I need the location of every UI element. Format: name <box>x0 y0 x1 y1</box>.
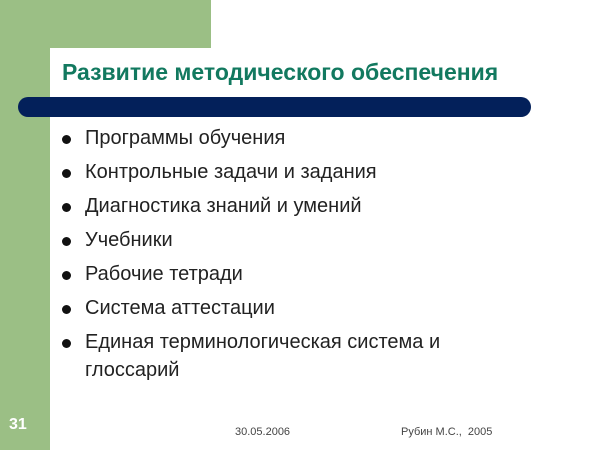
bullet-text: Система аттестации <box>85 297 275 319</box>
bullet-text: Учебники <box>85 229 173 251</box>
bullet-dot-icon <box>62 237 71 246</box>
bullet-text: Единая терминологическая система и глоссарий <box>85 331 441 381</box>
bullet-text: Программы обучения <box>85 127 286 149</box>
page-number: 31 <box>9 416 27 433</box>
bullet-item <box>62 158 512 186</box>
bullet-dot-icon <box>62 305 71 314</box>
bullet-dot-icon <box>62 135 71 144</box>
title-underline-bar <box>18 97 531 117</box>
bullet-list <box>62 124 512 390</box>
bullet-item <box>62 328 512 384</box>
bullet-dot-icon <box>62 339 71 348</box>
footer-date: 30.05.2006 <box>235 426 291 438</box>
bullet-item <box>62 294 512 322</box>
bullet-dot-icon <box>62 271 71 280</box>
bullet-dot-icon <box>62 203 71 212</box>
bullet-text: Рабочие тетради <box>85 263 243 285</box>
left-decor-band <box>0 0 50 450</box>
bullet-item <box>62 124 512 152</box>
bullet-item <box>62 260 512 288</box>
bullet-item <box>62 192 512 220</box>
bullet-text: Контрольные задачи и задания <box>85 161 377 183</box>
slide-title: Развитие методического обеспечения <box>62 59 499 85</box>
bullet-item <box>62 226 512 254</box>
bullet-dot-icon <box>62 169 71 178</box>
bullet-text: Диагностика знаний и умений <box>85 195 362 217</box>
top-decor-band <box>0 0 211 48</box>
footer-author: Рубин М.С., 2005 <box>401 426 493 438</box>
